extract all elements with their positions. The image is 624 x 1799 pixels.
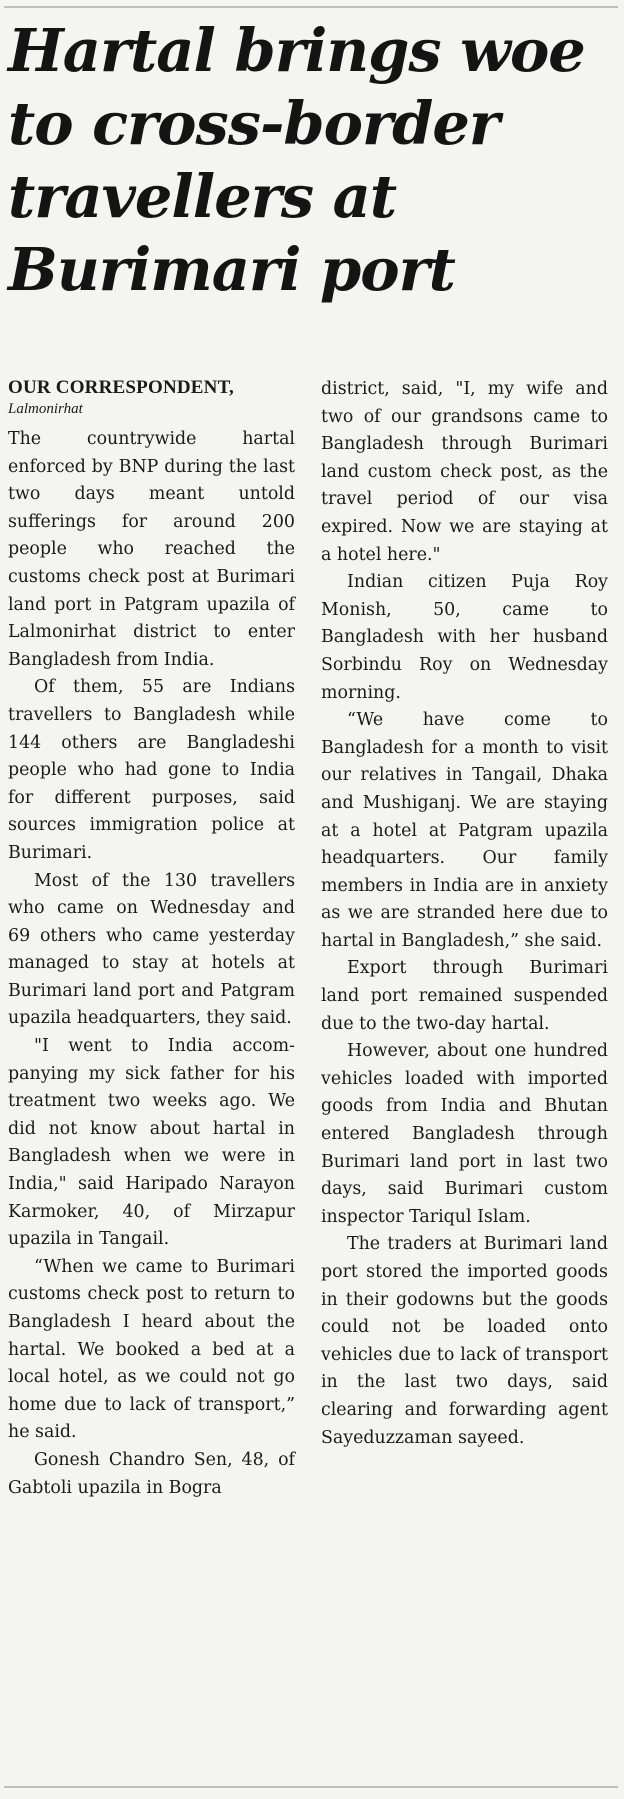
paragraph: The traders at Burimari land port stored the imported goods in their godowns but the goods could not be loaded onto vehicles due to lack of transport in the last two days, said clearing and forwarding agent Sayeduzzaman sayeed. (321, 1234, 608, 1448)
paragraph: Of them, 55 are Indians travellers to Bangladesh while 144 others are Bangladeshi people who had gone to India for different purposes, said sources immigration police at Burimari. (8, 677, 295, 863)
paragraph: Export through Burimari land port remained suspended due to the two-day hartal. (321, 958, 608, 1034)
column-right (321, 376, 608, 1502)
bottom-rule (4, 1786, 618, 1788)
paragraph: district, said, "I, my wife and two of our grandsons came to Bangladesh through Burimari land custom check post, as the travel period of our visa expired. Now we are staying at a hotel here." (321, 379, 608, 565)
paragraph: “We have come to Bangladesh for a month to visit our relatives in Tangail, Dhaka and Mushiganj. We are staying at a hotel at Patgram upazila headquarters. Our family members in India are in anxiety as we are stranded here due to hartal in Bangladesh,” she said. (321, 710, 608, 951)
paragraph: Indian citizen Puja Roy Monish, 50, came to Bangladesh with her husband Sorbindu Roy on Wednesday morning. (321, 572, 608, 703)
paragraph: "I went to India accompanying my sick father for his treatment two weeks ago. We did not know about hartal in Bangladesh when we were in India," said Haripado Narayon Karmoker, 40, of Mirzapur upazila in Tangail. (8, 1036, 295, 1250)
top-rule (4, 6, 618, 8)
headline: Hartal brings woe to cross-border travellers at Burimari port (8, 16, 585, 304)
byline-place: Lalmonirhat (8, 401, 83, 417)
paragraph: “When we came to Burimari customs check post to return to Bangladesh I heard about the hartal. We booked a bed at a local hotel, as we could not go home due to lack of transport,” he said. (8, 1256, 295, 1443)
column-left (8, 376, 295, 1502)
paragraph: The countrywide hartal enforced by BNP during the last two days meant untold sufferings for around 200 people who reached the customs check post at Burimari land port in Patgram upazila of Lalmonirhat district to enter Bangladesh from India. (8, 429, 295, 670)
paragraph: Most of the 130 travellers who came on Wednesday and 69 others who came yesterday managed to stay at hotels at Burimari land port and Patgram upazila headquarters, they said. (8, 870, 295, 1029)
paragraph: However, about one hundred vehicles loaded with imported goods from India and Bhutan entered Bangladesh through Burimari land port in last two days, said Burimari custom inspector Tariqul Islam. (321, 1041, 608, 1227)
paragraph: Gonesh Chandro Sen, 48, of Gabtoli upazila in Bogra (8, 1449, 295, 1498)
byline (8, 376, 295, 418)
article-body (8, 376, 608, 1502)
byline-name: OUR CORRESPONDENT, (8, 377, 234, 398)
